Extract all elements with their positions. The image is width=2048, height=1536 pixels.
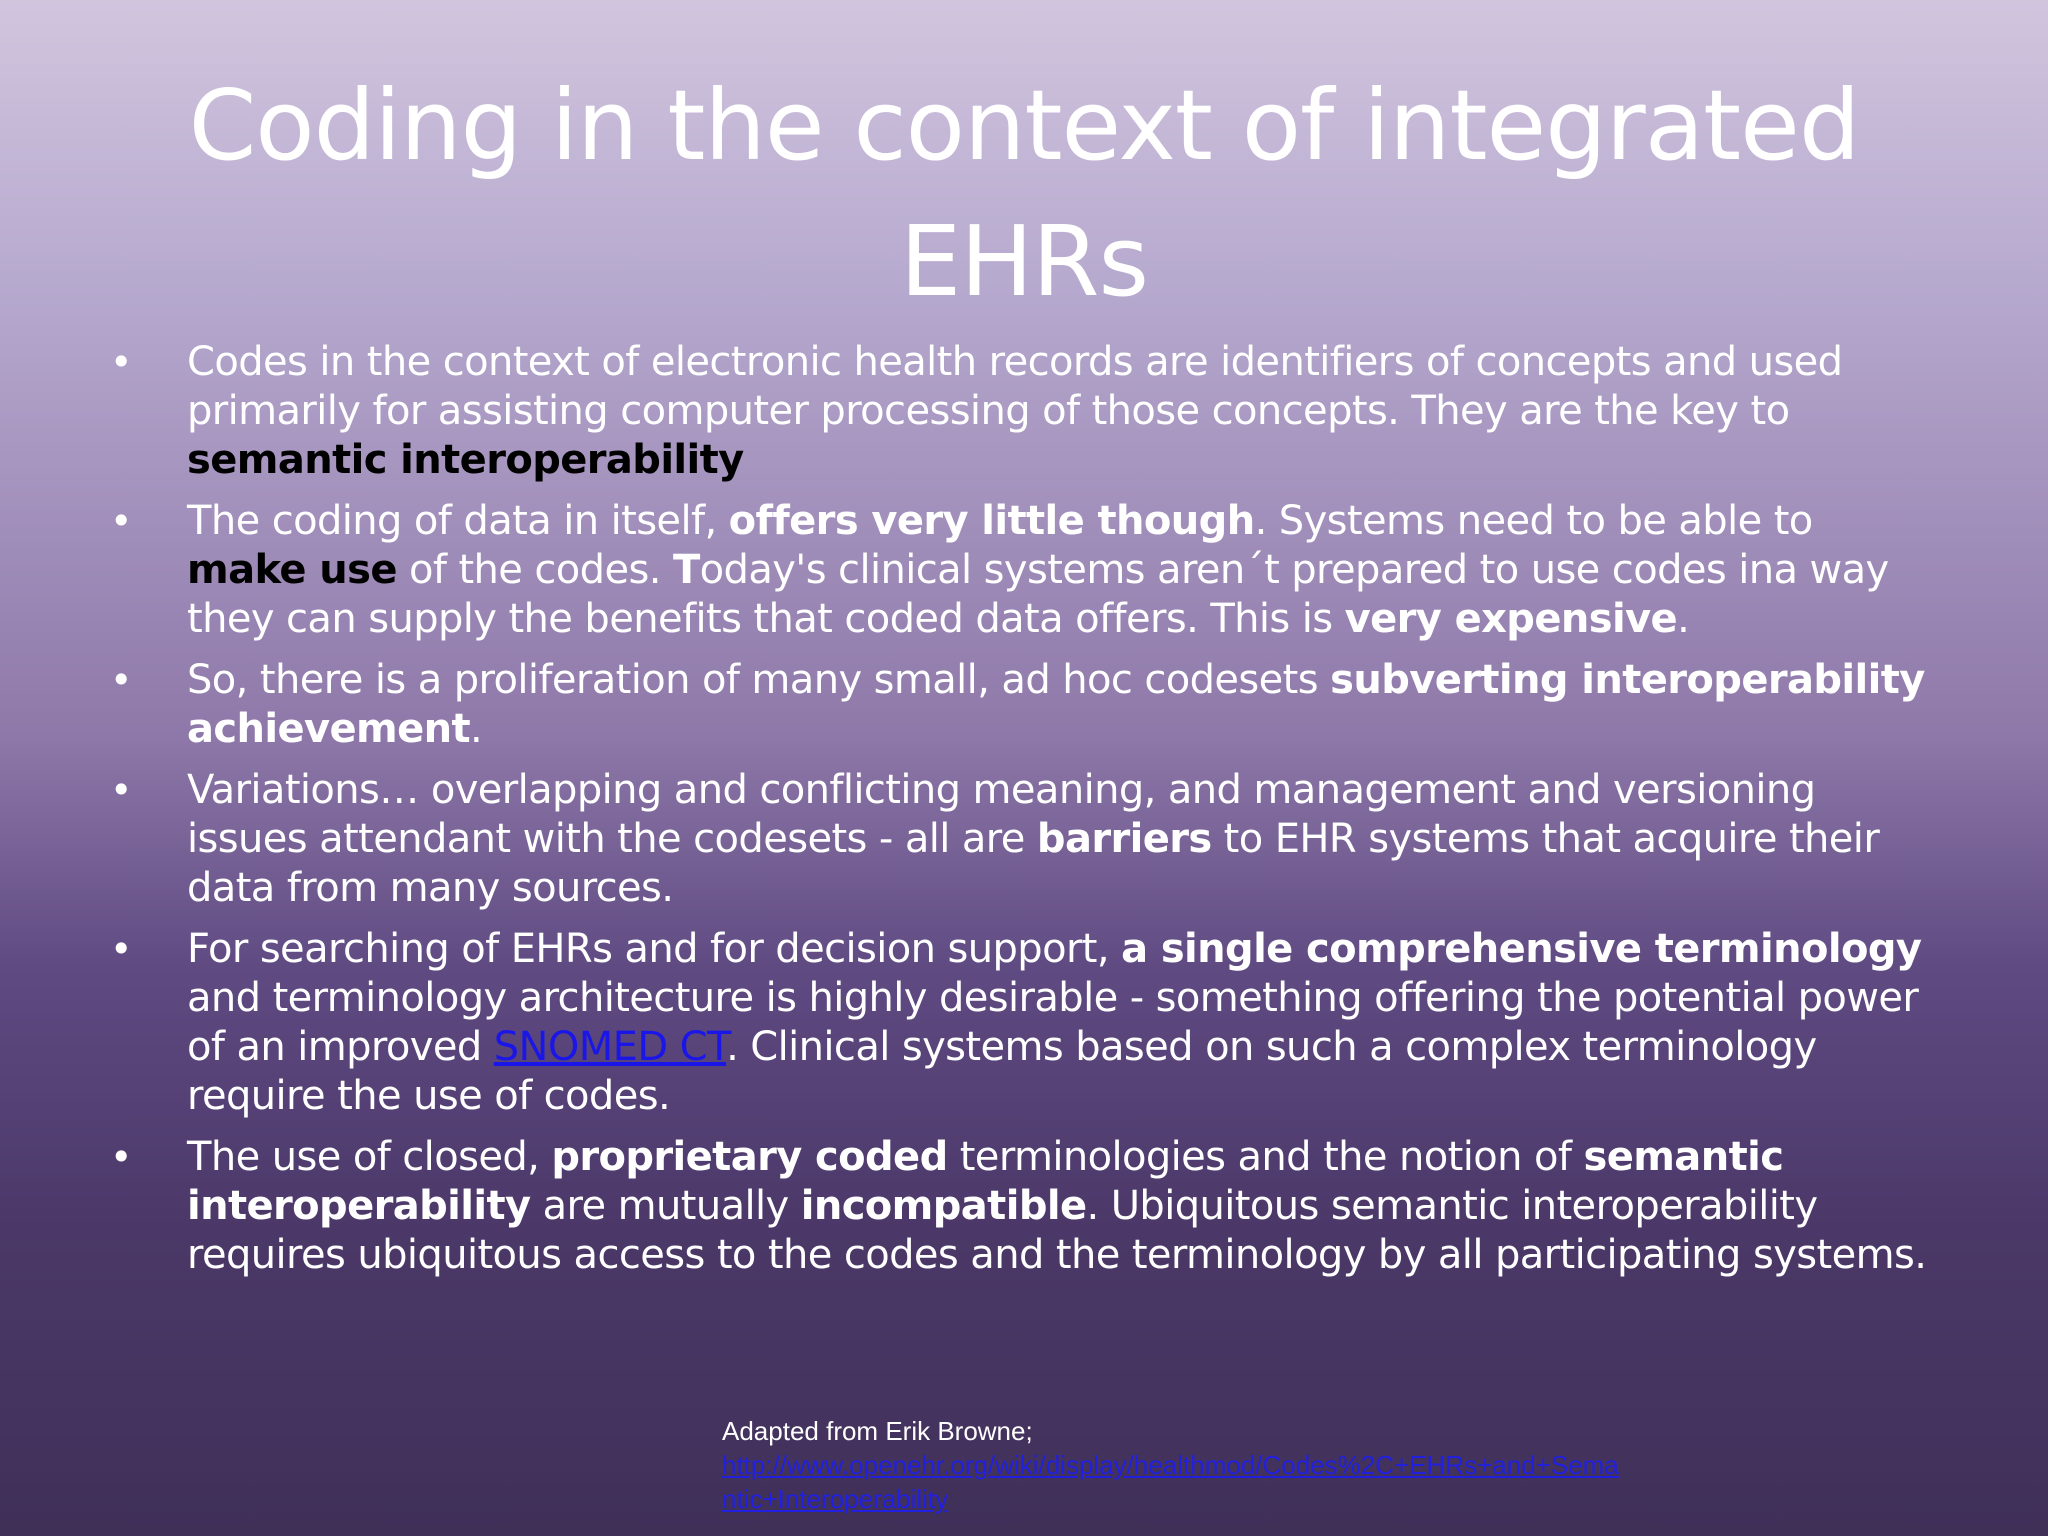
bullet-icon: • xyxy=(110,1135,132,1179)
source-label: Adapted from Erik Browne; xyxy=(722,1416,1033,1446)
bullet-list xyxy=(110,338,1940,1292)
bullet-emphasis: a single comprehensive terminology xyxy=(1121,926,1922,972)
bullet-text: . Systems need to be able to xyxy=(1254,498,1813,544)
bullet-text: of the codes. xyxy=(396,547,673,593)
bullet-item xyxy=(110,925,1940,1121)
bullet-text: and terminology architecture is highly desirable - something offering the potential power of an improved xyxy=(187,975,1919,1070)
bullet-icon: • xyxy=(110,340,132,384)
bullet-icon: • xyxy=(110,768,132,812)
bullet-emphasis: incompatible xyxy=(800,1183,1087,1229)
bullet-item xyxy=(110,338,1940,485)
bullet-emphasis: semantic interoperability xyxy=(187,1134,1784,1229)
bullet-emphasis: make use xyxy=(187,547,397,593)
bullet-item xyxy=(110,656,1940,754)
slide-title-line-2: EHRs xyxy=(899,205,1149,318)
bullet-icon: • xyxy=(110,499,132,543)
bullet-text: The coding of data in itself, xyxy=(187,498,729,544)
slide-title xyxy=(0,58,2048,330)
bullet-item xyxy=(110,1133,1940,1280)
bullet-emphasis: barriers xyxy=(1036,816,1212,862)
bullet-text: . xyxy=(1677,596,1690,642)
bullet-emphasis: offers very little though xyxy=(728,498,1255,544)
bullet-emphasis: subverting interoperability achievement xyxy=(187,657,1925,752)
bullet-text: . Clinical systems based on such a complex terminology require the use of codes. xyxy=(187,1024,1817,1119)
source-citation xyxy=(722,1414,1722,1516)
bullet-text: oday's clinical systems aren´t prepared to use codes ina way they can supply the benefits that coded data offers. This is xyxy=(187,547,1889,642)
bullet-text: are mutually xyxy=(530,1183,801,1229)
bullet-icon: • xyxy=(110,927,132,971)
bullet-text: For searching of EHRs and for decision support, xyxy=(187,926,1122,972)
source-url-link-line-1[interactable]: http://www.openehr.org/wiki/display/healthmod/Codes%2C+EHRs+and+Sema xyxy=(722,1450,1619,1480)
bullet-item xyxy=(110,766,1940,913)
snomed-ct-link[interactable]: SNOMED CT xyxy=(493,1024,727,1070)
bullet-emphasis: semantic interoperability xyxy=(187,437,744,483)
slide-title-line-1: Coding in the context of integrated xyxy=(188,69,1860,182)
bullet-emphasis: very expensive xyxy=(1344,596,1678,642)
bullet-text: So, there is a proliferation of many small, ad hoc codesets xyxy=(187,657,1331,703)
bullet-text: Variations… overlapping and conflicting meaning, and management and versioning issues attendant with the codesets - all are xyxy=(187,767,1816,862)
bullet-text: The use of closed, xyxy=(187,1134,552,1180)
bullet-item xyxy=(110,497,1940,644)
bullet-icon: • xyxy=(110,658,132,702)
bullet-text: . xyxy=(470,706,483,752)
bullet-emphasis: proprietary coded xyxy=(551,1134,948,1180)
bullet-text: terminologies and the notion of xyxy=(947,1134,1584,1180)
bullet-text: . Ubiquitous semantic interoperability requires ubiquitous access to the codes and the terminology by all participating systems. xyxy=(187,1183,1927,1278)
source-url-link-line-2[interactable]: ntic+Interoperability xyxy=(722,1484,949,1514)
bullet-emphasis: T xyxy=(672,547,700,593)
bullet-text: to EHR systems that acquire their data from many sources. xyxy=(187,816,1880,911)
bullet-text: Codes in the context of electronic health records are identifiers of concepts and used primarily for assisting computer processing of those concepts. They are the key to xyxy=(187,339,1843,434)
